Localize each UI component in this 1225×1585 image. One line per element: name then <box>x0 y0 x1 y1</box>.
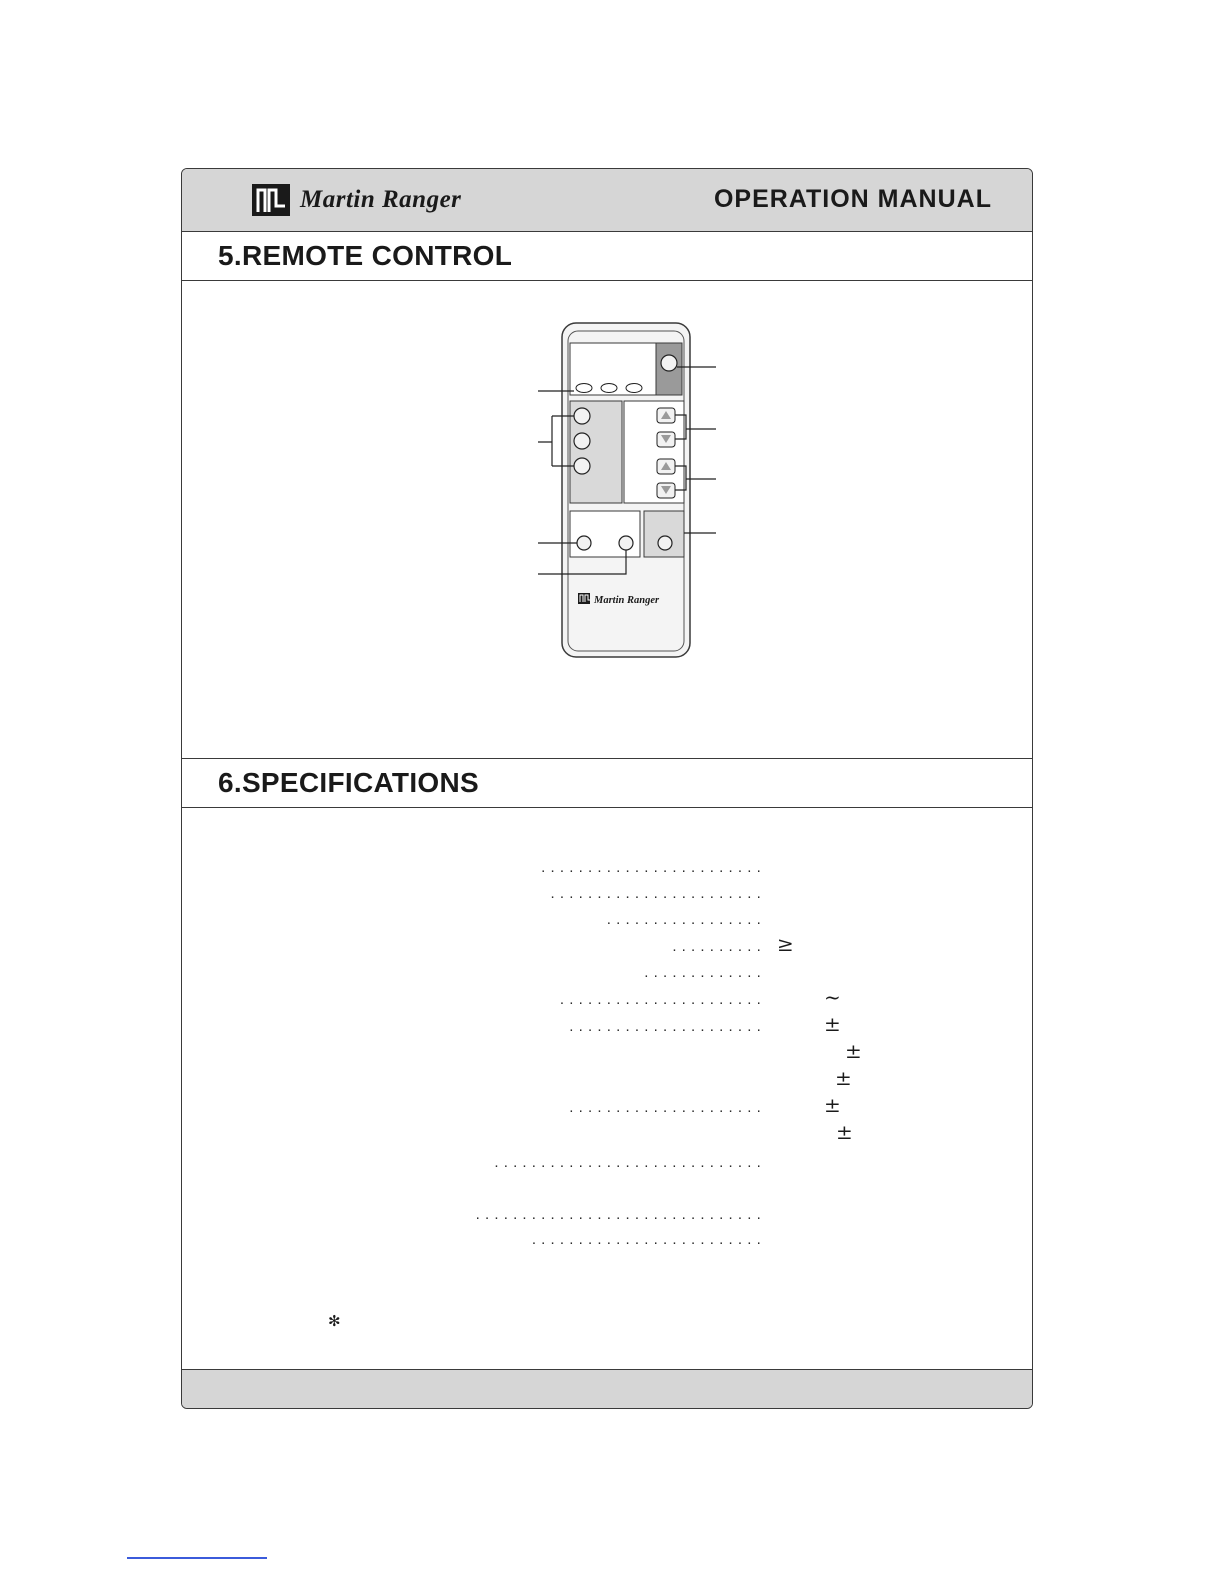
lower-button-3 <box>658 536 672 550</box>
remote-oval-button-1 <box>576 384 592 393</box>
lower-left-panel <box>570 511 640 557</box>
remote-oval-button-3 <box>626 384 642 393</box>
spec-leader: ..................... <box>569 1018 766 1035</box>
page-link-underline <box>127 1557 267 1559</box>
section-title: 5.REMOTE CONTROL <box>218 240 513 271</box>
section-specifications-heading <box>182 758 1032 808</box>
spec-symbol: ± <box>845 1039 862 1063</box>
spec-symbol: ± <box>836 1120 853 1144</box>
spec-leader: ............................. <box>494 1154 766 1171</box>
mode-button-1 <box>574 408 590 424</box>
spec-row <box>182 1154 1033 1174</box>
spec-row <box>182 964 1033 984</box>
footer-bar <box>182 1369 1032 1408</box>
mode-button-2 <box>574 433 590 449</box>
spec-leader: ...................... <box>559 991 766 1008</box>
power-button <box>661 355 677 371</box>
spec-symbol: ± <box>835 1066 852 1090</box>
lower-button-1 <box>577 536 591 550</box>
remote-brand: Martin Ranger <box>594 595 660 606</box>
spec-row <box>182 1120 1033 1146</box>
brand-name: Martin Ranger <box>300 186 462 213</box>
manual-page-frame <box>181 168 1033 1409</box>
spec-leader: ............................... <box>475 1206 766 1223</box>
lower-button-2 <box>619 536 633 550</box>
manual-title: OPERATION MANUAL <box>713 185 992 213</box>
spec-row <box>182 1231 1033 1251</box>
spec-leader: ..................... <box>569 1099 766 1116</box>
spec-row <box>182 1066 1033 1092</box>
spec-leader: ............. <box>644 964 766 981</box>
spec-symbol: ~ <box>824 985 841 1009</box>
spec-row <box>182 1012 1033 1038</box>
spec-row <box>182 932 1033 958</box>
spec-symbol: ± <box>824 1093 841 1117</box>
spec-row <box>182 1206 1033 1226</box>
spec-leader: ....................... <box>550 885 766 902</box>
spec-leader: .......... <box>672 938 766 955</box>
remote-oval-button-2 <box>601 384 617 393</box>
spec-row <box>182 859 1033 879</box>
mode-button-3 <box>574 458 590 474</box>
section-remote-control-heading <box>182 232 1032 281</box>
spec-row <box>182 985 1033 1011</box>
remote-control-diagram <box>538 321 718 661</box>
spec-row <box>182 1093 1033 1119</box>
spec-row <box>182 885 1033 905</box>
spec-leader: ......................... <box>531 1231 766 1248</box>
spec-leader: ................. <box>606 911 766 928</box>
spec-symbol: ≥ <box>777 932 794 956</box>
header-bar <box>182 169 1032 232</box>
martin-ranger-logo-icon <box>252 184 290 216</box>
spec-row <box>182 911 1033 931</box>
spec-leader: ........................ <box>541 859 766 876</box>
spec-row <box>182 1039 1033 1065</box>
spec-symbol: ± <box>824 1012 841 1036</box>
note-asterisk-icon: ✻ <box>328 1312 341 1330</box>
section-title: 6.SPECIFICATIONS <box>218 767 479 798</box>
brand-logo <box>252 184 461 216</box>
